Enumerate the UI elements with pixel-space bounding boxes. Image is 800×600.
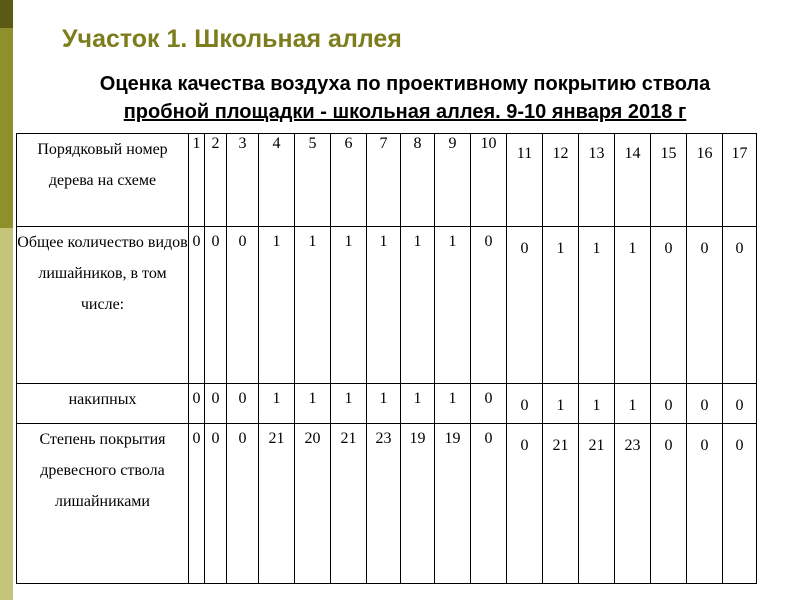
- value-cell: 0: [189, 424, 205, 584]
- tree-number-cell: 7: [367, 134, 401, 227]
- header-label-cell: Порядковый номер дерева на схеме: [17, 134, 189, 227]
- value-cell: 21: [543, 424, 579, 584]
- value-cell: 1: [259, 227, 295, 384]
- tree-number-cell: 11: [507, 134, 543, 227]
- value-cell: 1: [579, 384, 615, 424]
- tree-number-cell: 8: [401, 134, 435, 227]
- table-row-coverage: [17, 424, 757, 584]
- row-label-cell: накипных: [17, 384, 189, 424]
- tree-number-cell: 2: [205, 134, 227, 227]
- tree-number-cell: 15: [651, 134, 687, 227]
- row-label-cell: Общее количество видов лишайников, в том числе:: [17, 227, 189, 384]
- tree-number-cell: 10: [471, 134, 507, 227]
- value-cell: 0: [227, 424, 259, 584]
- tree-number-cell: 5: [295, 134, 331, 227]
- value-cell: 0: [723, 227, 757, 384]
- value-cell: 1: [331, 227, 367, 384]
- tree-number-cell: 1: [189, 134, 205, 227]
- value-cell: 1: [259, 384, 295, 424]
- tree-number-cell: 12: [543, 134, 579, 227]
- value-cell: 1: [367, 227, 401, 384]
- slide-title: Участок 1. Школьная аллея: [62, 25, 402, 53]
- tree-number-cell: 16: [687, 134, 723, 227]
- value-cell: 1: [435, 384, 471, 424]
- value-cell: 0: [651, 227, 687, 384]
- tree-number-cell: 6: [331, 134, 367, 227]
- value-cell: 0: [205, 424, 227, 584]
- decorative-stripe-bottom: [0, 228, 13, 600]
- value-cell: 0: [189, 384, 205, 424]
- tree-number-cell: 4: [259, 134, 295, 227]
- value-cell: 20: [295, 424, 331, 584]
- tree-number-cell: 14: [615, 134, 651, 227]
- lichen-assessment-table: [16, 133, 757, 584]
- value-cell: 21: [331, 424, 367, 584]
- value-cell: 1: [579, 227, 615, 384]
- value-cell: 0: [723, 384, 757, 424]
- value-cell: 0: [507, 424, 543, 584]
- value-cell: 0: [687, 384, 723, 424]
- value-cell: 1: [367, 384, 401, 424]
- value-cell: 0: [471, 227, 507, 384]
- value-cell: 0: [205, 227, 227, 384]
- row-label-cell: Степень покрытия древесного ствола лишайниками: [17, 424, 189, 584]
- tree-number-cell: 9: [435, 134, 471, 227]
- value-cell: 0: [651, 424, 687, 584]
- value-cell: 0: [507, 384, 543, 424]
- value-cell: 0: [189, 227, 205, 384]
- value-cell: 23: [367, 424, 401, 584]
- value-cell: 21: [259, 424, 295, 584]
- tree-number-cell: 17: [723, 134, 757, 227]
- value-cell: 1: [615, 384, 651, 424]
- value-cell: 1: [295, 384, 331, 424]
- decorative-stripe-middle: [0, 28, 13, 228]
- value-cell: 0: [227, 384, 259, 424]
- value-cell: 0: [471, 424, 507, 584]
- value-cell: 19: [435, 424, 471, 584]
- value-cell: 0: [687, 227, 723, 384]
- value-cell: 1: [435, 227, 471, 384]
- value-cell: 21: [579, 424, 615, 584]
- table-row-crustose: [17, 384, 757, 424]
- value-cell: 1: [401, 227, 435, 384]
- decorative-stripe-top: [0, 0, 13, 28]
- value-cell: 0: [205, 384, 227, 424]
- value-cell: 23: [615, 424, 651, 584]
- value-cell: 1: [543, 227, 579, 384]
- value-cell: 0: [723, 424, 757, 584]
- slide-subtitle: [20, 70, 790, 126]
- value-cell: 1: [543, 384, 579, 424]
- value-cell: 1: [401, 384, 435, 424]
- value-cell: 19: [401, 424, 435, 584]
- value-cell: 0: [651, 384, 687, 424]
- subtitle-line-1: Оценка качества воздуха по проективному покрытию ствола: [99, 73, 711, 95]
- value-cell: 0: [227, 227, 259, 384]
- value-cell: 1: [295, 227, 331, 384]
- subtitle-line-2: пробной площадки - школьная аллея. 9-10 января 2018 г: [123, 101, 687, 123]
- tree-number-cell: 3: [227, 134, 259, 227]
- table-row-tree-numbers: [17, 134, 757, 227]
- value-cell: 0: [471, 384, 507, 424]
- value-cell: 0: [507, 227, 543, 384]
- value-cell: 0: [687, 424, 723, 584]
- value-cell: 1: [331, 384, 367, 424]
- table-row-total-species: [17, 227, 757, 384]
- value-cell: 1: [615, 227, 651, 384]
- tree-number-cell: 13: [579, 134, 615, 227]
